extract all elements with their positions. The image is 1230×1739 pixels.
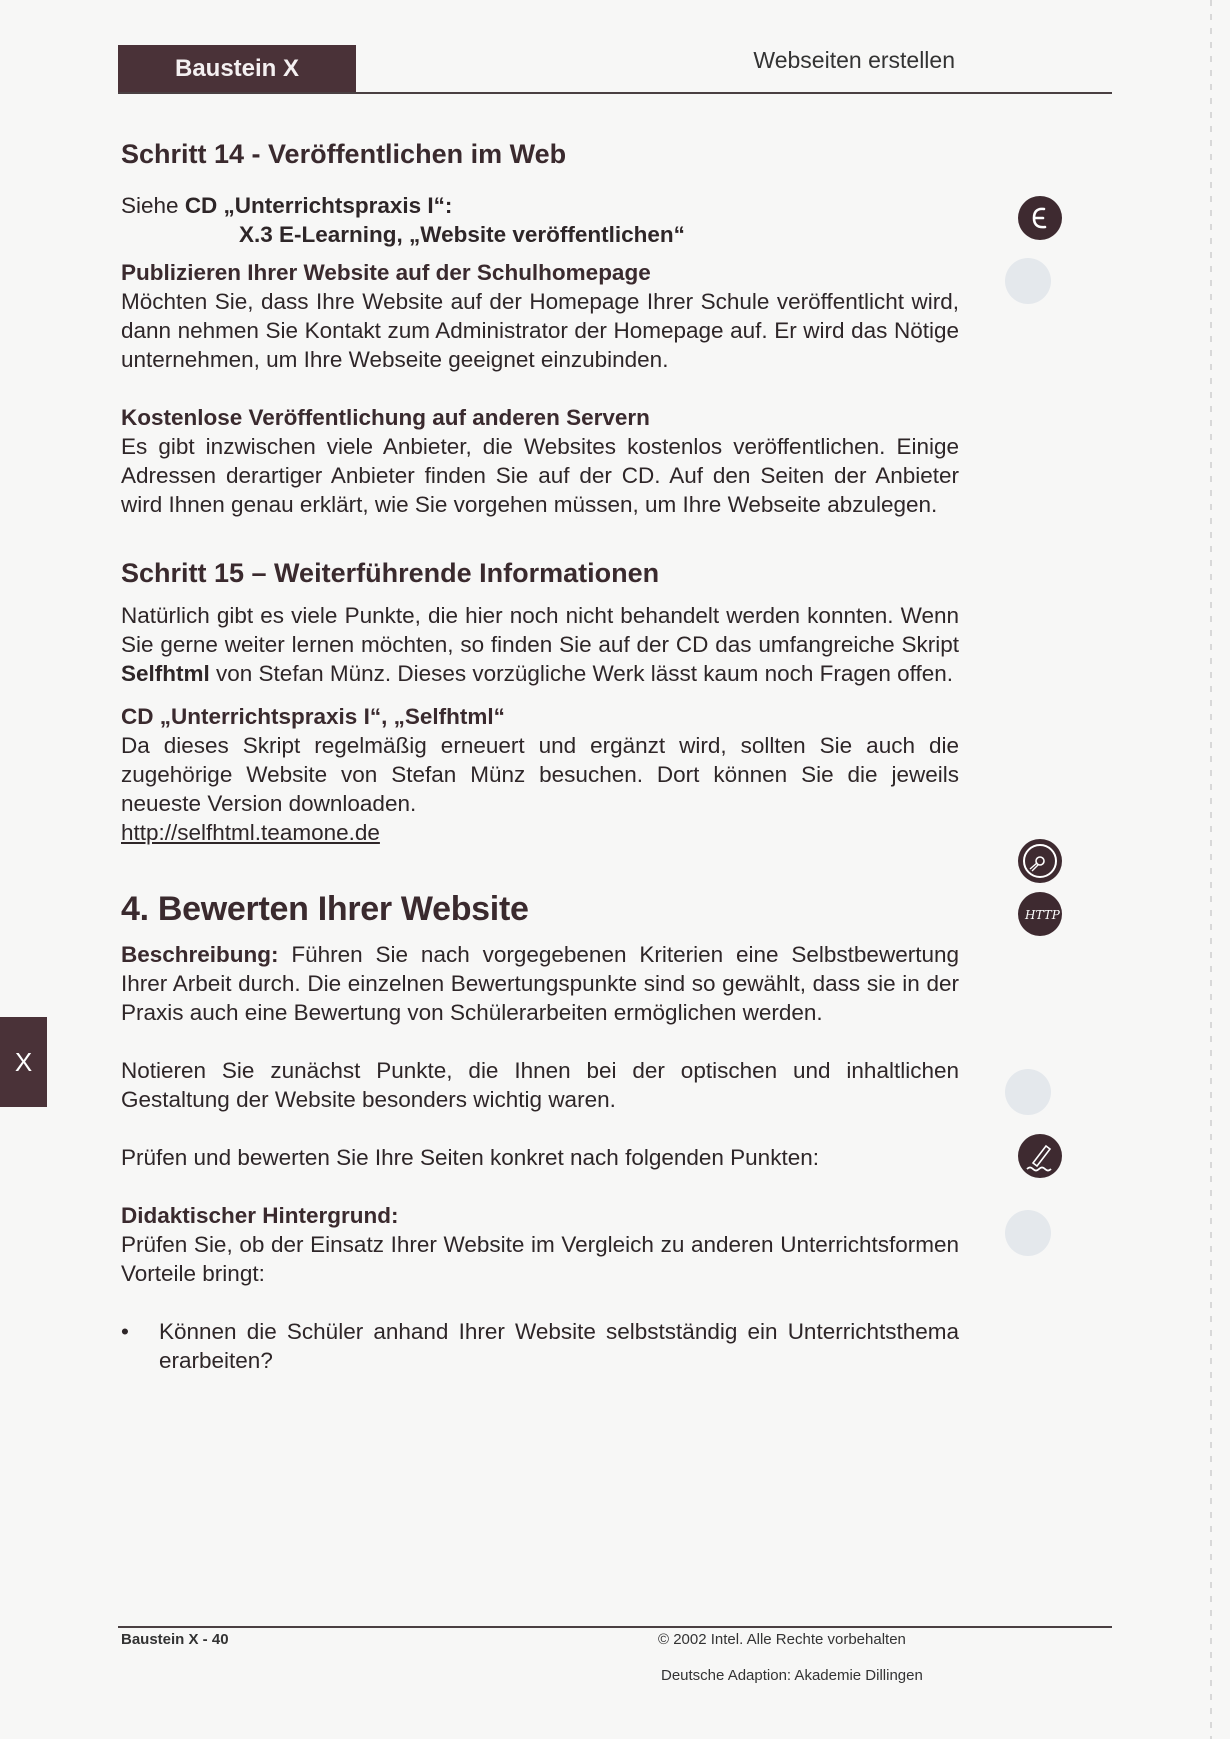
perforated-page-edge: [1210, 0, 1212, 1739]
e-learning-icon: [1018, 196, 1062, 240]
adaption-credit: Deutsche Adaption: Akademie Dillingen: [661, 1667, 923, 1684]
step15-text: [121, 601, 959, 688]
header-rule: [118, 92, 1112, 94]
step15-heading: Schritt 15 – Weiterführende Informationen: [121, 558, 660, 588]
description-label: Beschreibung:: [121, 942, 279, 967]
note-text: Notieren Sie zunächst Punkte, die Ihnen bei der optischen und inhaltlichen Gestaltung der Website besonders wichtig waren.: [121, 1058, 959, 1112]
step15-text-b: von Stefan Münz. Dieses vorzügliche Werk lässt kaum noch Fragen offen.: [209, 661, 954, 686]
description: [121, 940, 959, 1027]
description-text: Führen Sie nach vorgegebenen Kriterien eine Selbstbewertung Ihrer Arbeit durch. Die einzelnen Bewertungspunkte sind so gewählt, dass sie in der Praxis auch eine Bewertung von Schülerarbeiten ermöglichen werden.: [121, 942, 959, 1025]
copyright: © 2002 Intel. Alle Rechte vorbehalten: [658, 1631, 906, 1648]
list-item-text: Können die Schüler anhand Ihrer Website selbstständig ein Unterrichtsthema erarbeiten?: [159, 1319, 959, 1373]
faded-icon: [1005, 1069, 1051, 1115]
header-title: Webseiten erstellen: [753, 47, 955, 73]
didactic-heading: Didaktischer Hintergrund:: [121, 1203, 399, 1228]
free-hosting-heading: Kostenlose Veröffentlichung auf anderen Servern: [121, 405, 650, 430]
step15-text-a: Natürlich gibt es viele Punkte, die hier noch nicht behandelt werden konnten. Wenn Sie gerne weiter lernen möchten, so finden Sie auf der CD das umfangreiche Skript: [121, 603, 959, 657]
faded-icon: [1005, 1210, 1051, 1256]
selfhtml-label: Selfhtml: [121, 661, 210, 686]
bullet-icon: •: [121, 1319, 129, 1344]
see-ref: X.3 E-Learning, „Website veröffentlichen“: [239, 222, 685, 247]
svg-text:HTTP: HTTP: [1025, 908, 1060, 922]
http-icon: [1018, 892, 1062, 936]
see-prefix: Siehe: [121, 193, 185, 218]
cd-selfhtml-text: Da dieses Skript regelmäßig erneuert und ergänzt wird, sollten Sie auch die zugehörige Website von Stefan Münz besuchen. Dort können Sie die jeweils neueste Version downloaden.: [121, 733, 959, 816]
check-text: Prüfen und bewerten Sie Ihre Seiten konkret nach folgenden Punkten:: [121, 1145, 819, 1170]
section4-heading: 4. Bewerten Ihrer Website: [121, 890, 529, 928]
step14-heading: Schritt 14 - Veröffentlichen im Web: [121, 139, 567, 169]
page-content: [121, 137, 959, 1375]
publish-text: Möchten Sie, dass Ihre Website auf der Homepage Ihrer Schule veröffentlicht wird, dann nehmen Sie Kontakt zum Administrator der Homepage auf. Er wird das Nötige unternehmen, um Ihre Webseite geeignet einzubinden.: [121, 289, 959, 372]
free-hosting-text: Es gibt inzwischen viele Anbieter, die Websites kostenlos veröffentlichen. Einige Adressen derartiger Anbieter finden Sie auf der CD. Auf den Seiten der Anbieter wird Ihnen genau erklärt, wie Sie vorgehen müssen, um Ihre Webseite abzulegen.: [121, 434, 959, 517]
list-item: [121, 1317, 959, 1375]
cd-icon: [1018, 839, 1062, 883]
publish-heading: Publizieren Ihrer Website auf der Schulhomepage: [121, 260, 651, 285]
didactic-text: Prüfen Sie, ob der Einsatz Ihrer Website im Vergleich zu anderen Unterrichtsformen Vorteile bringt:: [121, 1232, 959, 1286]
selfhtml-link[interactable]: http://selfhtml.teamone.de: [121, 820, 380, 845]
module-tab: Baustein X: [118, 45, 356, 93]
faded-icon: [1005, 258, 1051, 304]
footer-rule: [118, 1626, 1112, 1628]
page-number: Baustein X - 40: [121, 1631, 229, 1648]
side-tab: X: [0, 1017, 47, 1107]
cd-selfhtml-heading: CD „Unterrichtspraxis I“, „Selfhtml“: [121, 704, 505, 729]
see-cd-line: [121, 191, 959, 220]
see-cd: CD „Unterrichtspraxis I“:: [184, 193, 453, 218]
pencil-icon: [1018, 1134, 1062, 1178]
